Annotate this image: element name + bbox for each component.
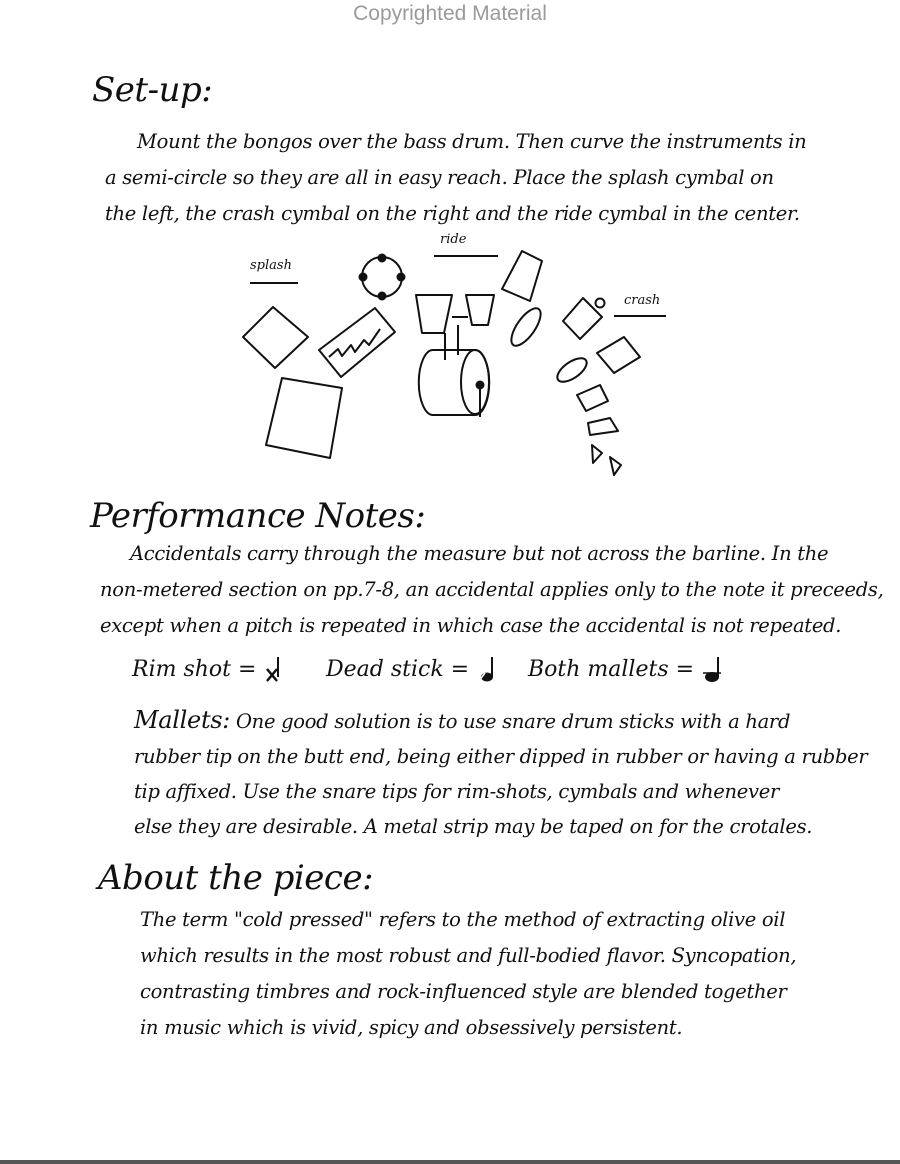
splash-label: splash: [250, 258, 292, 273]
rim-shot-legend: [132, 655, 285, 685]
mallets-line-2: rubber tip on the butt end, being either dipped in rubber or having a rubber: [134, 745, 868, 768]
about-line-1: The term "cold pressed" refers to the method of extracting olive oil: [140, 908, 786, 931]
performance-notes-heading: Performance Notes:: [90, 496, 426, 536]
tambourine-jingle: [379, 255, 386, 262]
about-line-2: which results in the most robust and full-bodied flavor. Syncopation,: [140, 944, 797, 967]
performance-line-1: Accidentals carry through the measure but not across the barline. In the: [130, 542, 829, 565]
ride-cymbal-shape: [502, 251, 542, 301]
tambourine-jingle: [360, 274, 367, 281]
tambourine-jingle: [398, 274, 405, 281]
copyright-watermark: Copyrighted Material: [353, 2, 547, 25]
wood-block-shape: [506, 304, 546, 350]
rim-shot-label: Rim shot =: [132, 657, 257, 682]
small-box-instrument: [577, 385, 608, 411]
crash-cymbal-knob: [596, 299, 605, 308]
mallets-line-1: [134, 703, 867, 739]
performance-paragraph: [100, 536, 884, 644]
rim-shot-note-icon: [263, 655, 285, 685]
small-oval-instrument: [553, 354, 590, 387]
setup-heading: Set-up:: [92, 70, 213, 110]
about-line-4: in music which is vivid, spicy and obsessively persistent.: [140, 1016, 683, 1039]
zigzag-instrument-shape: [319, 308, 395, 377]
setup-paragraph: [105, 124, 806, 232]
mallets-paragraph: [134, 703, 867, 844]
mallets-first-line: One good solution is to use snare drum sticks with a hard: [236, 710, 791, 733]
small-box-instrument: [597, 337, 640, 373]
both-mallets-label: Both mallets =: [528, 657, 695, 682]
mallets-label: Mallets:: [134, 706, 231, 734]
tambourine-shape: [362, 257, 402, 297]
performance-line-2: non-metered section on pp.7-8, an accidental applies only to the note it preceeds,: [100, 578, 884, 601]
about-line-3: contrasting timbres and rock-influenced style are blended together: [140, 980, 787, 1003]
about-paragraph: [140, 902, 796, 1046]
setup-line-1: Mount the bongos over the bass drum. Then curve the instruments in: [137, 130, 807, 153]
about-heading: About the piece:: [98, 858, 374, 898]
bongo-left: [416, 295, 452, 333]
small-triangle-instrument: [610, 457, 621, 475]
mallets-line-4: else they are desirable. A metal strip may be taped on for the crotales.: [134, 815, 813, 838]
ride-label: ride: [440, 232, 467, 247]
both-mallets-legend: [528, 655, 727, 685]
dead-stick-label: Dead stick =: [326, 657, 470, 682]
instrument-setup-diagram: [230, 225, 690, 485]
performance-line-3: except when a pitch is repeated in which case the accidental is not repeated.: [100, 614, 842, 637]
setup-line-3: the left, the crash cymbal on the right and the ride cymbal in the center.: [105, 202, 800, 225]
crash-label: crash: [624, 293, 661, 308]
bass-drum-beater: [477, 382, 484, 389]
zigzag-line: [329, 329, 380, 357]
splash-cymbal-shape: [243, 307, 308, 368]
page-bottom-border: [0, 1160, 900, 1164]
small-triangle-instrument: [588, 418, 618, 435]
both-mallets-note-icon: [701, 655, 727, 685]
bass-drum-head: [461, 350, 489, 414]
bongo-right: [466, 295, 494, 325]
dead-stick-note-icon: [476, 655, 500, 685]
large-square-shape: [266, 378, 342, 458]
setup-line-2: a semi-circle so they are all in easy reach. Place the splash cymbal on: [105, 166, 774, 189]
small-triangle-instrument: [592, 445, 602, 463]
tambourine-jingle: [379, 293, 386, 300]
dead-stick-legend: [326, 655, 500, 685]
mallets-line-3: tip affixed. Use the snare tips for rim-shots, cymbals and whenever: [134, 780, 779, 803]
